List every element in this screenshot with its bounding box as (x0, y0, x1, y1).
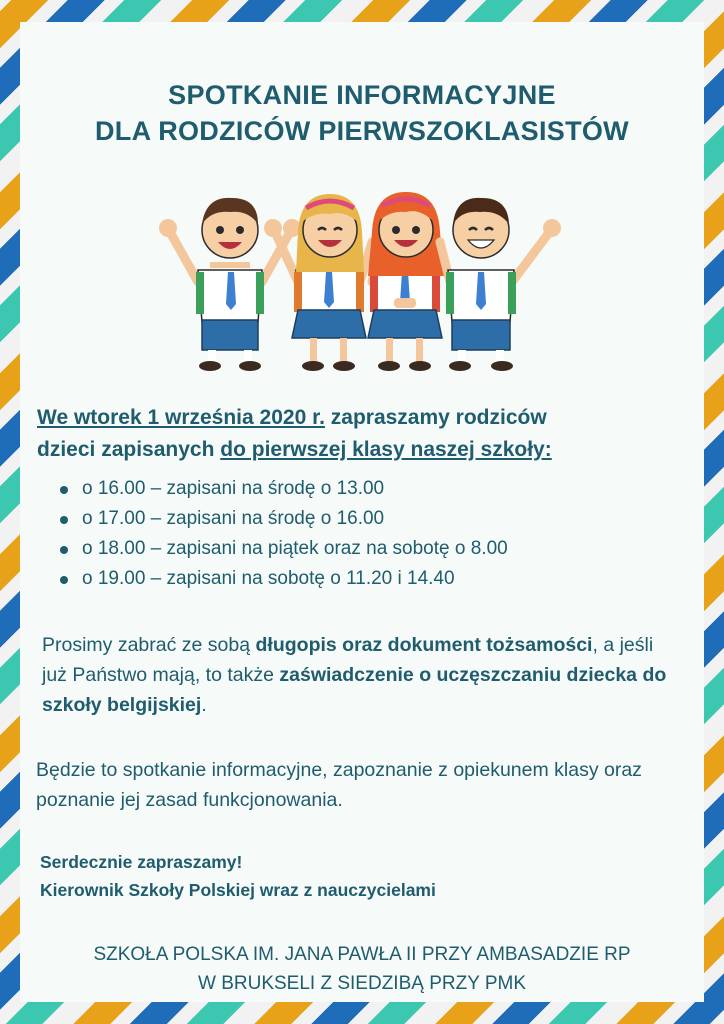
meeting-date: We wtorek 1 września 2020 r. (37, 406, 325, 429)
girl-blonde-figure (264, 194, 372, 371)
closing-line-1: Serdecznie zapraszamy! (40, 852, 243, 872)
title-line-1: SPOTKANIE INFORMACYJNE (168, 80, 556, 110)
schedule-list (58, 474, 508, 594)
closing-signature (40, 848, 684, 904)
schedule-item: o 17.00 – zapisani na środę o 16.00 (58, 504, 508, 534)
boy-right-figure (440, 198, 561, 371)
footer-line-1: SZKOŁA POLSKA IM. JANA PAWŁA II PRZY AMBASADZIE RP (93, 944, 631, 965)
request-bold-2: zaświadczenie o uczęszczaniu dziecka do szkoły belgijskiej (42, 664, 667, 716)
meeting-info: Będzie to spotkanie informacyjne, zapoznanie z opiekunem klasy oraz poznanie jej zasad funkcjonowania. (36, 759, 642, 811)
invitation-mid: zapraszamy rodziców (324, 406, 547, 429)
invitation-text (37, 402, 694, 466)
request-text-2: , a jeśli już Państwo mają, to także (42, 634, 654, 686)
schedule-item: o 16.00 – zapisani na środę o 13.00 (58, 474, 508, 504)
request-bold-1: długopis oraz dokument tożsamości (255, 634, 593, 656)
school-footer (20, 940, 704, 998)
invitation-line2-start: dzieci zapisanych (37, 438, 221, 461)
schedule-item: o 18.00 – zapisani na piątek oraz na sobotę o 8.00 (58, 534, 508, 564)
footer-line-2: W BRUKSELI Z SIEDZIBĄ PRZY PMK (198, 973, 526, 994)
poster-sheet (20, 22, 704, 1002)
schoolchildren-illustration (150, 172, 570, 372)
schedule-item: o 19.00 – zapisani na sobotę o 11.20 i 14.40 (58, 564, 508, 594)
closing-line-2: Kierownik Szkoły Polskiej wraz z nauczycielami (40, 880, 436, 900)
poster-title (20, 77, 704, 149)
title-line-2: DLA RODZICÓW PIERWSZOKLASISTÓW (95, 116, 629, 146)
girl-redhead-figure (368, 192, 444, 371)
request-text-3: . (201, 694, 207, 716)
documents-request (42, 630, 678, 720)
request-text-1: Prosimy zabrać ze sobą (42, 634, 256, 656)
first-grade-underlined: do pierwszej klasy naszej szkoły: (220, 438, 552, 461)
